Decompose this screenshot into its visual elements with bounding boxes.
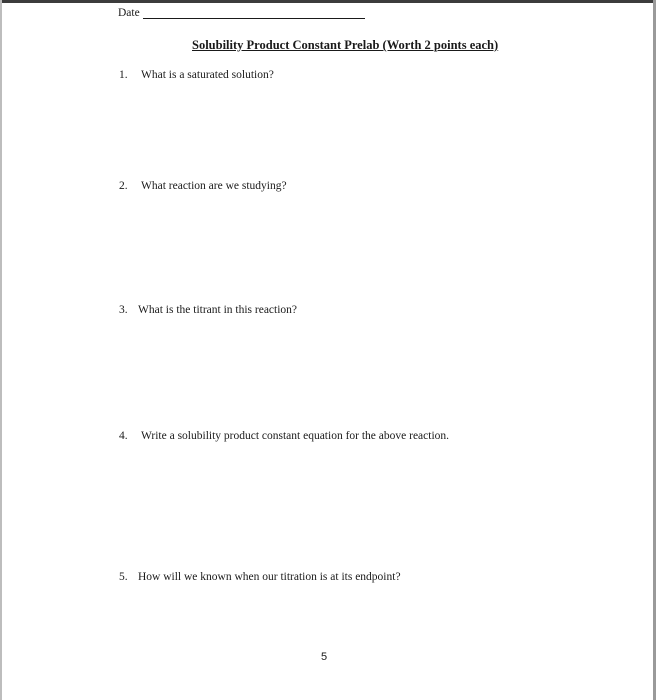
question-3 bbox=[119, 304, 297, 316]
question-1 bbox=[119, 69, 274, 81]
window-left-border bbox=[0, 0, 2, 700]
question-text: What is the titrant in this reaction? bbox=[138, 304, 298, 316]
date-label: Date bbox=[118, 7, 140, 19]
question-text: What reaction are we studying? bbox=[141, 180, 287, 192]
question-4 bbox=[119, 430, 449, 442]
question-text: Write a solubility product constant equation for the above reaction. bbox=[141, 430, 450, 442]
question-number: 4. bbox=[119, 430, 128, 442]
window-top-border bbox=[0, 0, 656, 3]
question-2 bbox=[119, 180, 287, 192]
question-text: How will we known when our titration is at its endpoint? bbox=[138, 571, 401, 583]
page-number: 5 bbox=[321, 651, 328, 663]
question-number: 2. bbox=[119, 180, 128, 192]
date-row bbox=[118, 7, 365, 19]
question-number: 5. bbox=[119, 571, 128, 583]
question-number: 3. bbox=[119, 304, 128, 316]
question-text: What is a saturated solution? bbox=[141, 69, 274, 81]
page-title: Solubility Product Constant Prelab (Worth 2 points each) bbox=[192, 38, 499, 52]
question-number: 1. bbox=[119, 69, 128, 81]
question-5 bbox=[119, 571, 401, 583]
date-blank-line bbox=[143, 7, 365, 19]
